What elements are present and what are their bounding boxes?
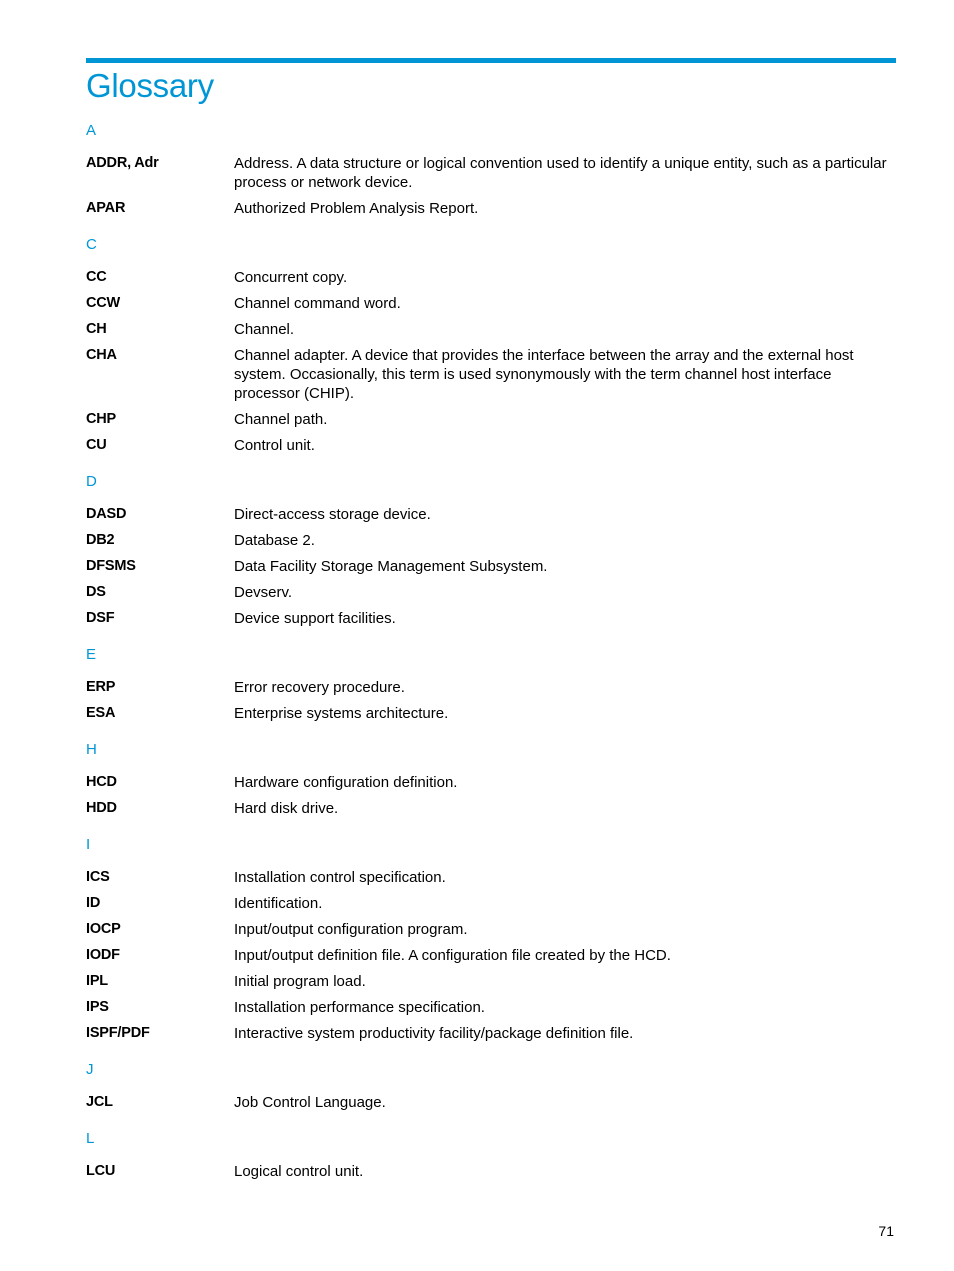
glossary-section-d (86, 471, 896, 628)
glossary-term: IOCP (86, 921, 121, 937)
glossary-entry (86, 1093, 896, 1112)
glossary-entry (86, 583, 896, 602)
section-letter: I (86, 836, 91, 853)
glossary-term: HCD (86, 774, 117, 790)
glossary-term: ISPF/PDF (86, 1025, 150, 1041)
glossary-entry (86, 704, 896, 723)
glossary-term: DASD (86, 506, 127, 522)
glossary-entry (86, 294, 896, 313)
glossary-definition: Devserv. (234, 584, 293, 601)
glossary-term: ICS (86, 869, 110, 885)
section-letter: L (86, 1130, 95, 1147)
section-letter: J (86, 1061, 94, 1078)
glossary-term: ID (86, 895, 101, 911)
glossary-definition: Logical control unit. (234, 1163, 364, 1180)
glossary-entry (86, 946, 896, 965)
glossary-term: JCL (86, 1094, 113, 1110)
glossary-entry (86, 268, 896, 287)
glossary-definition: Channel. (234, 321, 295, 338)
section-letter: H (86, 741, 97, 758)
glossary-entry (86, 346, 896, 403)
glossary-entry (86, 1024, 896, 1043)
glossary-term: DFSMS (86, 558, 136, 574)
glossary-section-h (86, 739, 896, 818)
glossary-definition: Channel path. (234, 411, 328, 428)
glossary-term: DB2 (86, 532, 115, 548)
glossary-definition: Authorized Problem Analysis Report. (234, 200, 479, 217)
glossary-definition: Interactive system productivity facility/package definition file. (234, 1025, 634, 1042)
glossary-section-c (86, 234, 896, 455)
glossary-definition: Concurrent copy. (234, 269, 348, 286)
glossary-definition: Enterprise systems architecture. (234, 705, 449, 722)
glossary-definition: Device support facilities. (234, 610, 396, 627)
page-number: 71 (878, 1223, 894, 1239)
glossary-term: IPS (86, 999, 109, 1015)
glossary-entry (86, 505, 896, 524)
page-title: Glossary (86, 67, 214, 104)
glossary-term: CH (86, 321, 107, 337)
glossary-entry (86, 920, 896, 939)
section-letter: C (86, 236, 97, 253)
glossary-term: HDD (86, 800, 117, 816)
glossary-term: CCW (86, 295, 121, 311)
glossary-term: IPL (86, 973, 108, 989)
glossary-entry (86, 436, 896, 455)
glossary-section-e (86, 644, 896, 723)
glossary-term: APAR (86, 200, 126, 216)
glossary-entry (86, 868, 896, 887)
glossary-entry (86, 773, 896, 792)
glossary-definition: Address. A data structure or logical convention used to identify a unique entity, such as a particular process or network device. (234, 155, 887, 191)
glossary-entry (86, 154, 896, 192)
glossary-term: CHP (86, 411, 117, 427)
glossary-entry (86, 998, 896, 1017)
glossary-term: CU (86, 437, 107, 453)
glossary-definition: Input/output definition file. A configuration file created by the HCD. (234, 947, 671, 964)
glossary-term: LCU (86, 1163, 116, 1179)
glossary-entry (86, 410, 896, 429)
glossary-entry (86, 1162, 896, 1181)
glossary-section-j (86, 1059, 896, 1112)
glossary-term: CC (86, 269, 107, 285)
glossary-term: ERP (86, 679, 116, 695)
glossary-definition: Direct-access storage device. (234, 506, 431, 523)
glossary-term: IODF (86, 947, 120, 963)
glossary-entry (86, 531, 896, 550)
glossary-definition: Hard disk drive. (234, 800, 339, 817)
glossary-entry (86, 609, 896, 628)
glossary-definition: Control unit. (234, 437, 315, 454)
glossary-entry (86, 320, 896, 339)
glossary-term: DSF (86, 610, 115, 626)
glossary-definition: Installation control specification. (234, 869, 446, 886)
section-letter: E (86, 646, 97, 663)
glossary-definition: Channel adapter. A device that provides the interface between the array and the external host system. Occasionally, this term is used synonymously with the term channel host interface processor (CHIP). (234, 347, 854, 402)
glossary-entry (86, 199, 896, 218)
section-letter: D (86, 473, 97, 490)
glossary-definition: Data Facility Storage Management Subsystem. (234, 558, 548, 575)
glossary-content (86, 120, 896, 1188)
glossary-term: DS (86, 584, 106, 600)
glossary-section-a (86, 120, 896, 218)
glossary-entry (86, 799, 896, 818)
glossary-definition: Hardware configuration definition. (234, 774, 458, 791)
glossary-entry (86, 972, 896, 991)
glossary-entry (86, 678, 896, 697)
glossary-section-i (86, 834, 896, 1043)
section-letter: A (86, 122, 97, 139)
glossary-definition: Database 2. (234, 532, 315, 549)
glossary-definition: Installation performance specification. (234, 999, 485, 1016)
glossary-definition: Channel command word. (234, 295, 401, 312)
glossary-definition: Job Control Language. (234, 1094, 386, 1111)
header-rule (86, 58, 896, 63)
glossary-definition: Initial program load. (234, 973, 366, 990)
glossary-section-l (86, 1128, 896, 1181)
glossary-definition: Identification. (234, 895, 323, 912)
glossary-term: ESA (86, 705, 116, 721)
glossary-entry (86, 557, 896, 576)
glossary-term: ADDR, Adr (86, 155, 159, 171)
glossary-entry (86, 894, 896, 913)
glossary-definition: Error recovery procedure. (234, 679, 405, 696)
glossary-term: CHA (86, 347, 117, 363)
glossary-definition: Input/output configuration program. (234, 921, 468, 938)
